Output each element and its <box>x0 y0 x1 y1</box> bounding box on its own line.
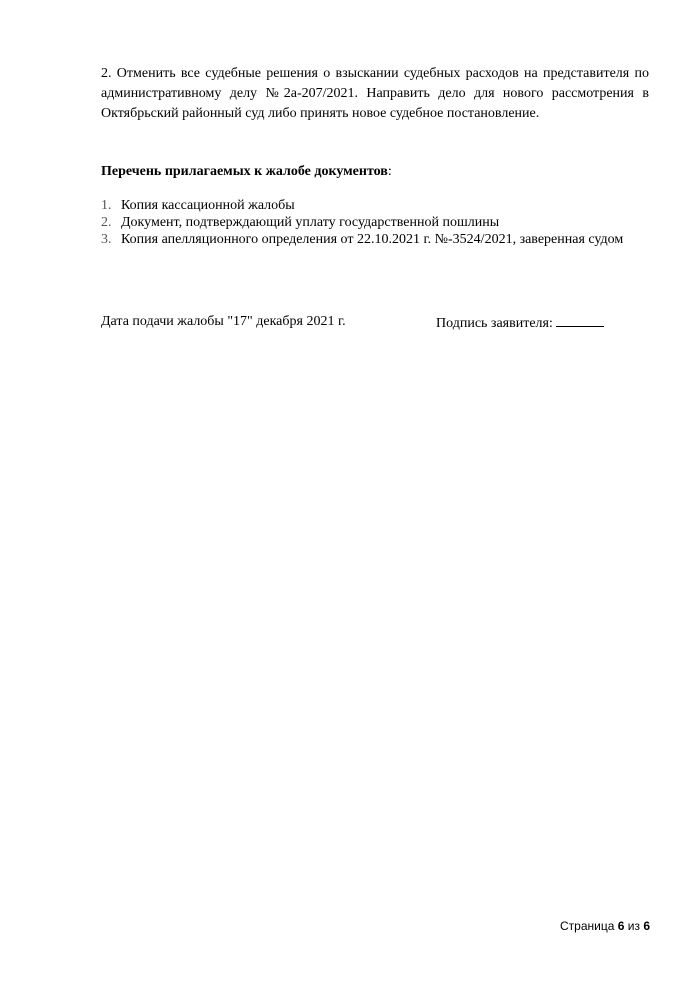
signature-block <box>436 312 604 334</box>
page-number-prefix: Страница <box>559 919 615 933</box>
list-item-number: 2. <box>101 215 112 230</box>
attachments-heading <box>101 162 392 182</box>
list-item-text: Копия апелляционного определения от 22.10.2021 г. №-3524/2021, заверенная судом <box>121 232 624 247</box>
page-number-current: 6 <box>617 919 625 933</box>
signature-line <box>556 312 604 327</box>
list-item <box>101 231 623 248</box>
paragraph-line: Октябрьский районный суд либо принять новое судебное постановление. <box>101 106 540 121</box>
paragraph-line: административному делу №2а-207/2021. Направить дело для нового рассмотрения в <box>101 86 649 101</box>
list-item-number: 1. <box>101 198 112 213</box>
attachments-heading-colon: : <box>387 164 392 179</box>
list-item-text: Документ, подтверждающий уплату государственной пошлины <box>121 215 500 230</box>
attachments-list <box>101 197 623 248</box>
request-paragraph <box>101 64 649 124</box>
submission-date: Дата подачи жалобы "17" декабря 2021 г. <box>101 314 346 329</box>
list-item <box>101 214 623 231</box>
page-number-separator: из <box>627 919 640 933</box>
list-item-number: 3. <box>101 232 112 247</box>
paragraph-line: 2. Отменить все судебные решения о взыскании судебных расходов на представителя по <box>101 66 649 81</box>
list-item <box>101 197 623 214</box>
page-number <box>560 918 650 934</box>
attachments-heading-text: Перечень прилагаемых к жалобе документов <box>101 164 388 179</box>
page-number-total: 6 <box>643 919 650 933</box>
list-item-text: Копия кассационной жалобы <box>121 198 295 213</box>
signature-label: Подпись заявителя: <box>436 316 553 331</box>
